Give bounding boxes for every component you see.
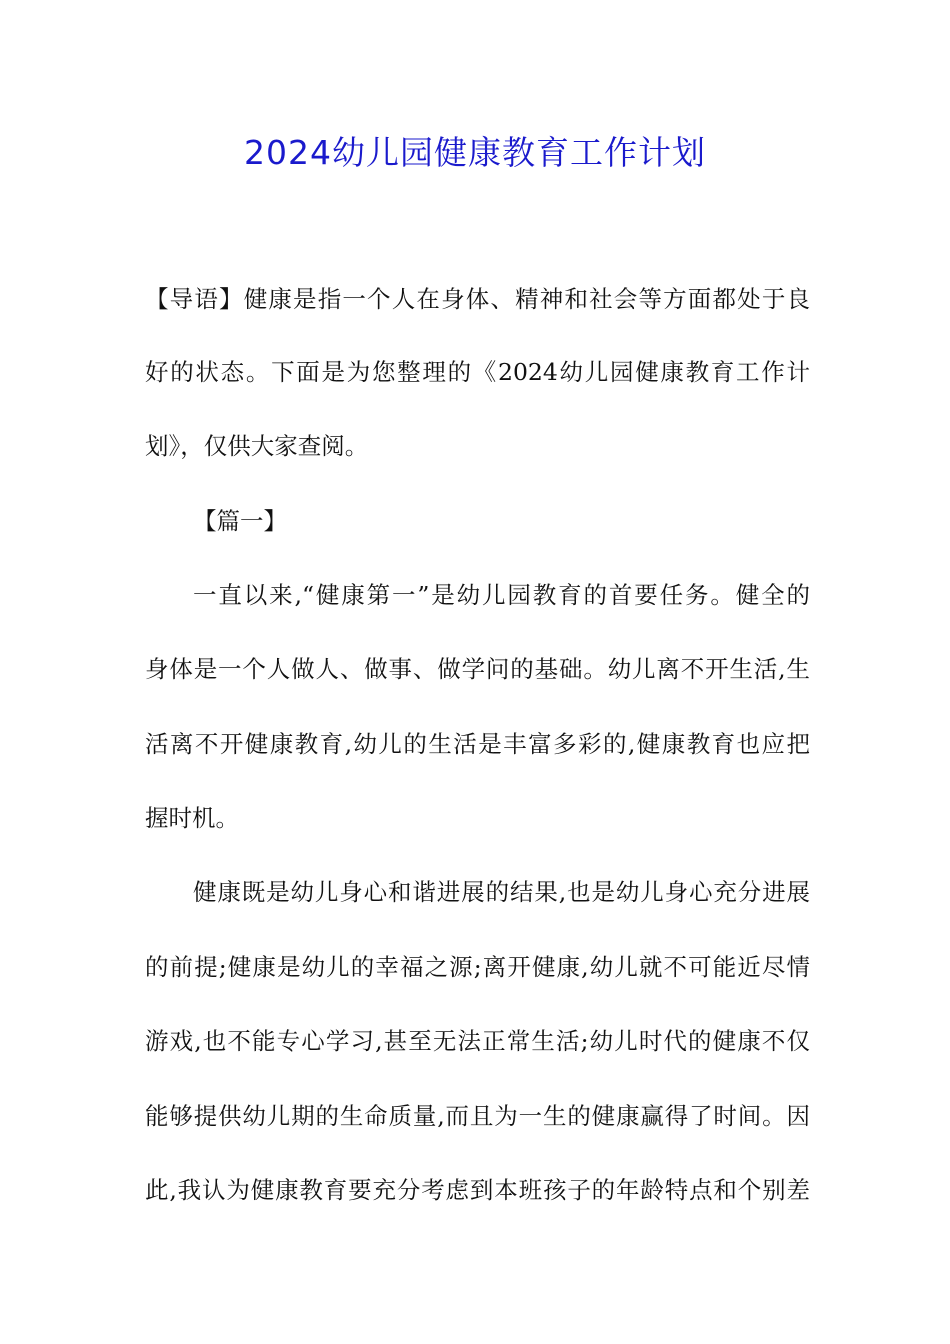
paragraph2-line-2: 的前提;健康是幼儿的幸福之源;离开健康,幼儿就不可能近尽情 — [145, 953, 810, 981]
paragraph1-line-1: 一直以来,“健康第一”是幼儿园教育的首要任务。健全的 — [193, 581, 810, 609]
section-label: 【篇一】 — [193, 507, 287, 535]
paragraph2-line-3: 游戏,也不能专心学习,甚至无法正常生活;幼儿时代的健康不仅 — [145, 1027, 810, 1055]
intro-line-1: 【导语】健康是指一个人在身体、精神和社会等方面都处于良 — [145, 285, 810, 313]
intro-line-3: 划》，仅供大家查阅。 — [145, 432, 369, 460]
intro-line-2: 好的状态。下面是为您整理的《2024幼儿园健康教育工作计 — [145, 358, 810, 386]
paragraph1-line-4: 握时机。 — [145, 804, 239, 832]
paragraph1-line-2: 身体是一个人做人、做事、做学问的基础。幼儿离不开生活,生 — [145, 655, 810, 683]
document-title: 2024幼儿园健康教育工作计划 — [244, 133, 706, 172]
paragraph1-line-3: 活离不开健康教育,幼儿的生活是丰富多彩的,健康教育也应把 — [145, 730, 810, 758]
paragraph2-line-1: 健康既是幼儿身心和谐进展的结果,也是幼儿身心充分进展 — [193, 878, 810, 906]
paragraph2-line-4: 能够提供幼儿期的生命质量,而且为一生的健康赢得了时间。因 — [145, 1102, 810, 1130]
paragraph2-line-5: 此,我认为健康教育要充分考虑到本班孩子的年龄特点和个别差 — [145, 1176, 810, 1204]
